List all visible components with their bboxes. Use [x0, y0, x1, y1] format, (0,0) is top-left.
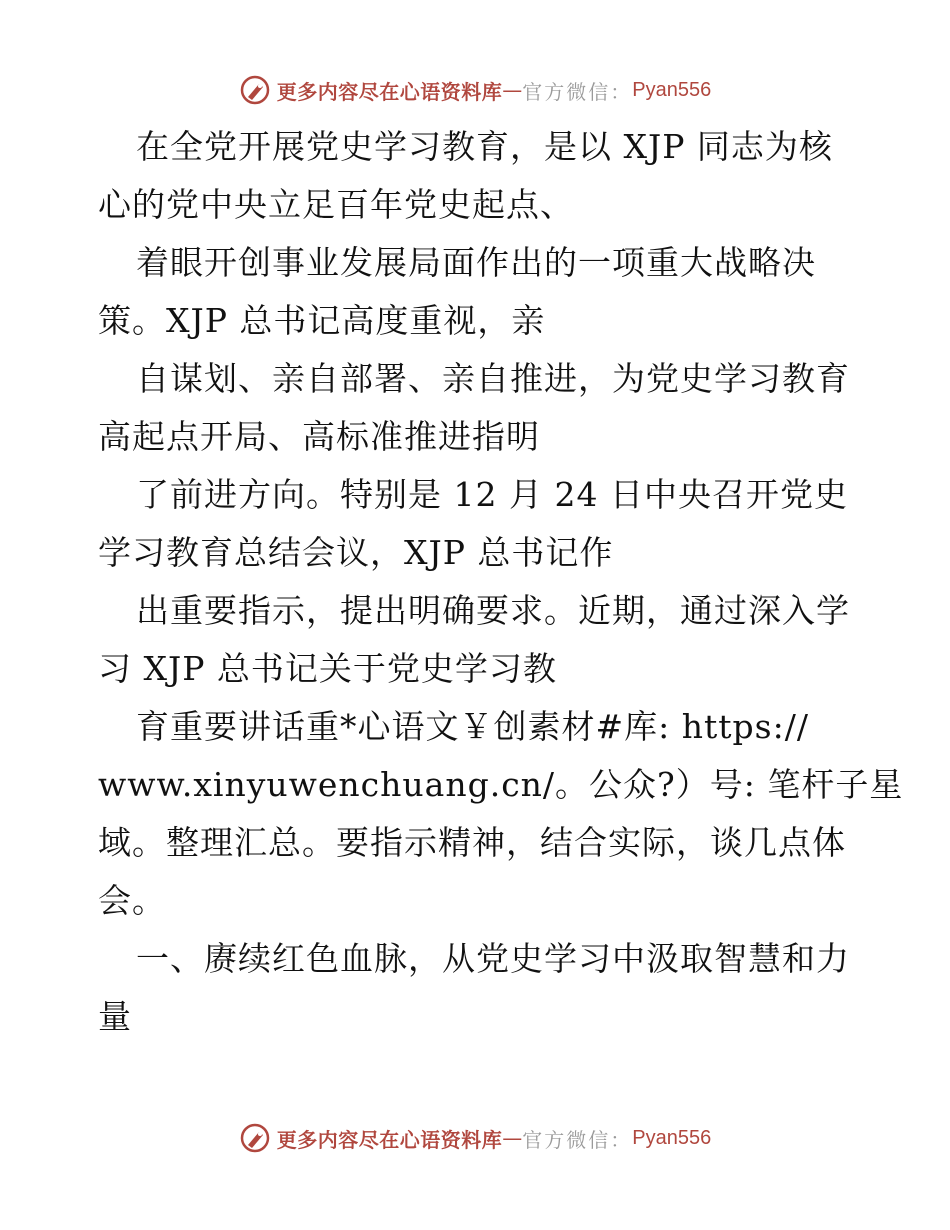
body-line: 策。XJP 总书记高度重视，亲 — [98, 301, 546, 340]
body-line: 了前进方向。特别是 12 月 24 日中央召开党史 — [136, 475, 848, 514]
section-heading: 一、赓续红色血脉，从党史学习中汲取智慧和力 — [136, 939, 850, 978]
banner-dash: — — [502, 1126, 523, 1150]
footer-banner — [0, 1118, 950, 1158]
body-line: 高起点开局、高标准推进指明 — [98, 417, 540, 456]
section-heading-continued: 量 — [98, 997, 132, 1036]
body-line: 域。整理汇总。要指示精神，结合实际，谈几点体 — [98, 823, 846, 862]
body-line: www.xinyuwenchuang.cn/。公众?）号: 笔杆子星 — [98, 765, 904, 804]
body-line: 育重要讲话重*心语文￥创素材#库: https:// — [136, 707, 809, 746]
body-line: 学习教育总结会议，XJP 总书记作 — [98, 533, 614, 572]
banner-main-text: 更多内容尽在心语资料库 — [276, 79, 503, 104]
banner-wechat-label: 官方微信： — [522, 1127, 633, 1152]
body-line: 自谋划、亲自部署、亲自推进，为党史学习教育 — [136, 359, 850, 398]
document-body — [98, 118, 904, 1046]
header-banner — [0, 70, 950, 110]
body-line: 习 XJP 总书记关于党史学习教 — [98, 649, 557, 688]
banner-wechat-label: 官方微信： — [522, 79, 633, 104]
pen-nib-logo-icon — [239, 74, 271, 106]
banner-main-text: 更多内容尽在心语资料库 — [276, 1127, 503, 1152]
banner-dash: — — [502, 78, 523, 102]
body-line: 着眼开创事业发展局面作出的一项重大战略决 — [136, 243, 816, 282]
banner-wechat-id: Pyan556 — [632, 78, 712, 101]
banner-wechat-id: Pyan556 — [632, 1126, 712, 1149]
body-line: 出重要指示，提出明确要求。近期，通过深入学 — [136, 591, 850, 630]
body-line: 心的党中央立足百年党史起点、 — [98, 185, 574, 224]
body-line: 在全党开展党史学习教育，是以 XJP 同志为核 — [136, 127, 833, 166]
body-line: 会。 — [98, 881, 166, 920]
pen-nib-logo-icon — [239, 1122, 271, 1154]
